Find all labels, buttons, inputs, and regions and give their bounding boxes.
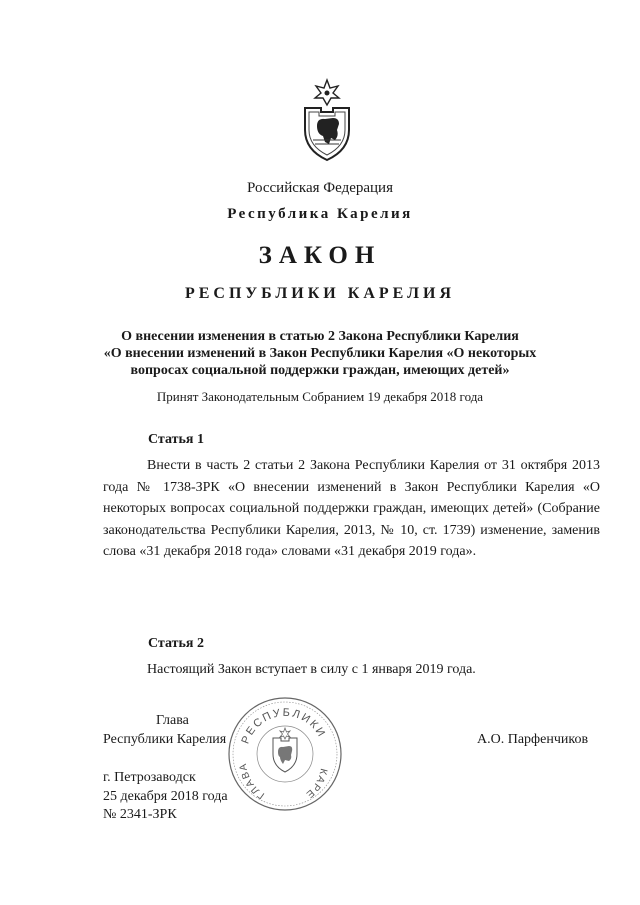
article-2-heading: Статья 2	[148, 636, 204, 651]
signatory-position-line1: Глава	[156, 713, 189, 728]
law-number: № 2341-ЗРК	[103, 807, 177, 822]
law-title-line: «О внесении изменений в Закон Республики Карелия «О некоторых	[103, 346, 537, 361]
seal-text-right: КАРЕ	[302, 767, 329, 801]
document-type: ЗАКОН	[258, 242, 382, 269]
law-title	[0, 328, 640, 379]
signing-place: г. Петрозаводск	[103, 770, 196, 785]
document-type-subtitle: РЕСПУБЛИКИ КАРЕЛИЯ	[184, 285, 456, 302]
karelia-coat-of-arms-icon	[295, 78, 359, 162]
article-1-text: Внести в часть 2 статьи 2 Закона Республики Карелия от 31 октября 2013 года № 1738-ЗРК «О внесении изменений в Закон Республики Карелия «О некоторых вопросах социальной поддержки граждан, имеющих детей» (Собрание законодательства Республики Карелия, 2013, № 10, ст. 1739) изменение, заменив слова «31 декабря 2018 года» словами «31 декабря 2019 года».	[103, 458, 600, 559]
signatory-name: А.О. Парфенчиков	[477, 732, 589, 747]
country-name: Российская Федерация	[247, 180, 393, 196]
article-2-text: Настоящий Закон вступает в силу с 1 января 2019 года.	[147, 662, 476, 677]
signatory-position-line2: Республики Карелия	[103, 732, 227, 747]
law-title-line: О внесении изменения в статью 2 Закона Республики Карелия	[121, 329, 519, 344]
law-title-line: вопросах социальной поддержки граждан, имеющих детей»	[130, 363, 510, 378]
seal-text-left: ГЛАВА	[237, 761, 267, 801]
svg-text:ГЛАВА	[238, 762, 267, 801]
seal-text-top: РЕСПУБЛИКИ	[239, 706, 328, 746]
signing-date: 25 декабря 2018 года	[103, 789, 228, 804]
official-seal-icon	[225, 694, 345, 814]
republic-name: Республика Карелия	[227, 206, 413, 222]
adoption-note: Принят Законодательным Собранием 19 декабря 2018 года	[156, 389, 484, 404]
article-1-heading: Статья 1	[148, 432, 204, 447]
